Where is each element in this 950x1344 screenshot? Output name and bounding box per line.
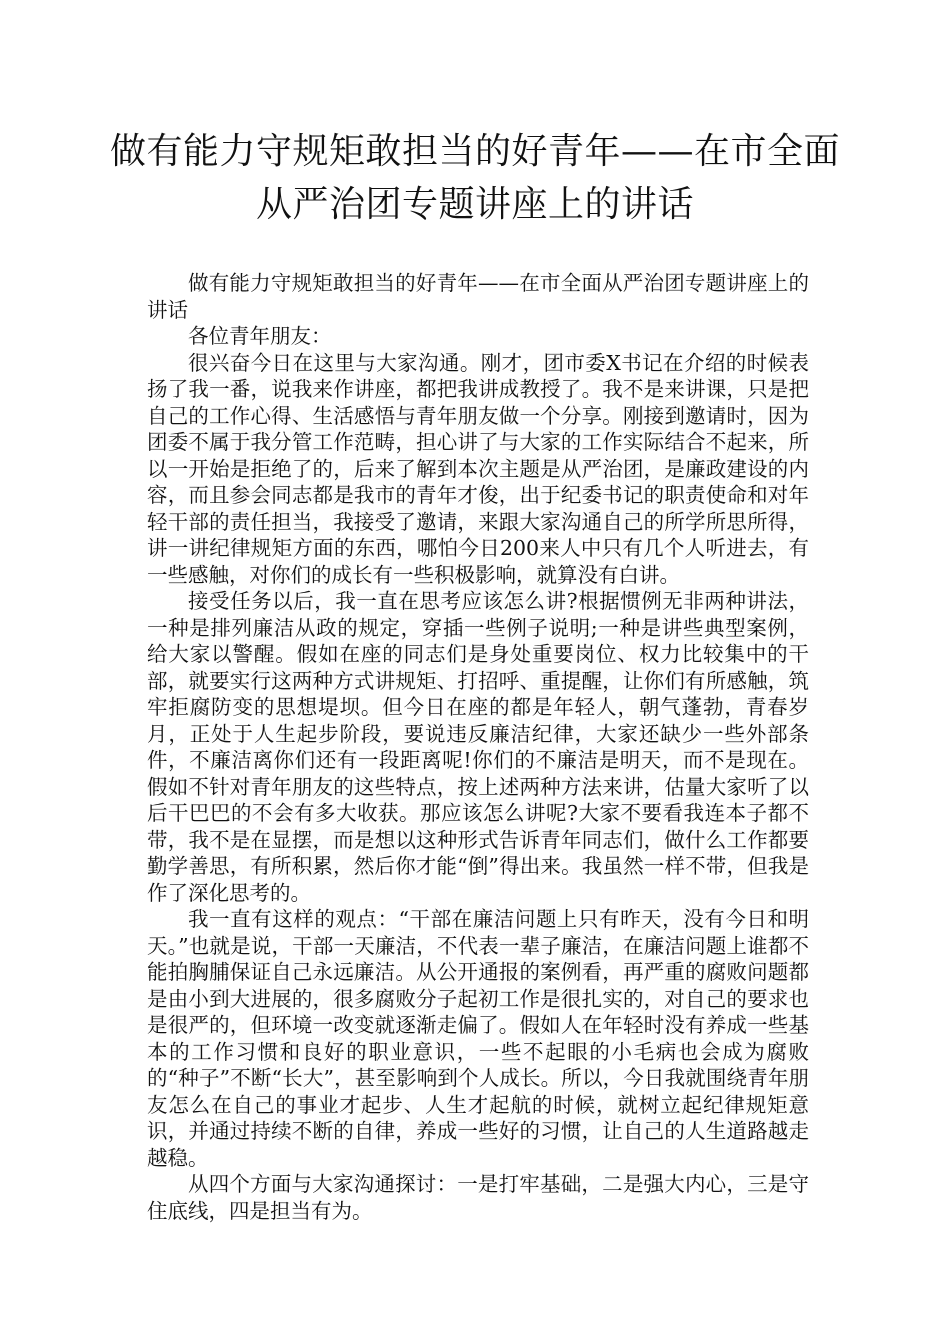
salutation-paragraph: 各位青年朋友： — [188, 324, 332, 348]
document-body — [147, 270, 809, 1224]
document-title: 做有能力守规矩敢担当的好青年——在市全面从严治团专题讲座上的讲话 — [109, 131, 840, 225]
subtitle-paragraph: 做有能力守规矩敢担当的好青年——在市全面从严治团专题讲座上的讲话 — [147, 271, 809, 322]
body-paragraph: 从四个方面与大家沟通探讨：一是打牢基础，二是强大内心，三是守住底线，四是担当有为。 — [147, 1172, 809, 1223]
body-paragraph: 接受任务以后，我一直在思考应该怎么讲?根据惯例无非两种讲法，一种是排列廉洁从政的规定，穿插一些例子说明;一种是讲些典型案例，给大家以警醒。假如在座的同志们是身处重要岗位、权力比较集中的干部，就要实行这两种方式讲规矩、打招呼、重提醒，让你们有所感触，筑牢拒腐防变的思想堤坝。但今日在座的都是年轻人，朝气蓬勃，青春岁月，正处于人生起步阶段，要说违反廉洁纪律，大家还缺少一些外部条件，不廉洁离你们还有一段距离呢!你们的不廉洁是明天，而不是现在。假如不针对青年朋友的这些特点，按上述两种方法来讲，估量大家听了以后干巴巴的不会有多大收获。那应该怎么讲呢?大家不要看我连本子都不带，我不是在显摆，而是想以这种形式告诉青年同志们，做什么工作都要勤学善思，有所积累，然后你才能“倒”得出来。我虽然一样不带，但我是作了深化思考的。 — [147, 589, 809, 905]
body-paragraph: 我一直有这样的观点：“干部在廉洁问题上只有昨天，没有今日和明天。”也就是说，干部一天廉洁，不代表一辈子廉洁，在廉洁问题上谁都不能拍胸脯保证自己永远廉洁。从公开通报的案例看，再严重的腐败问题都是由小到大进展的，很多腐败分子起初工作是很扎实的，对自己的要求也是很严的，但环境一改变就逐渐走偏了。假如人在年轻时没有养成一些基本的工作习惯和良好的职业意识，一些不起眼的小毛病也会成为腐败的“种子”不断“长大”，甚至影响到个人成长。所以，今日我就围绕青年朋友怎么在自己的事业才起步、人生才起航的时候，就树立起纪律规矩意识，并通过持续不断的自律，养成一些好的习惯，让自己的人生道路越走越稳。 — [147, 907, 809, 1170]
body-paragraph: 很兴奋今日在这里与大家沟通。刚才，团市委X书记在介绍的时候表扬了我一番，说我来作讲座，都把我讲成教授了。我不是来讲课，只是把自己的工作心得、生活感悟与青年朋友做一个分享。刚接到邀请时，因为团委不属于我分管工作范畴，担心讲了与大家的工作实际结合不起来，所以一开始是拒绝了的，后来了解到本次主题是从严治团，是廉政建设的内容，而且参会同志都是我市的青年才俊，出于纪委书记的职责使命和对年轻干部的责任担当，我接受了邀请，来跟大家沟通自己的所学所思所得，讲一讲纪律规矩方面的东西，哪怕今日200来人中只有几个人听进去，有一些感触，对你们的成长有一些积极影响，就算没有白讲。 — [147, 350, 809, 587]
